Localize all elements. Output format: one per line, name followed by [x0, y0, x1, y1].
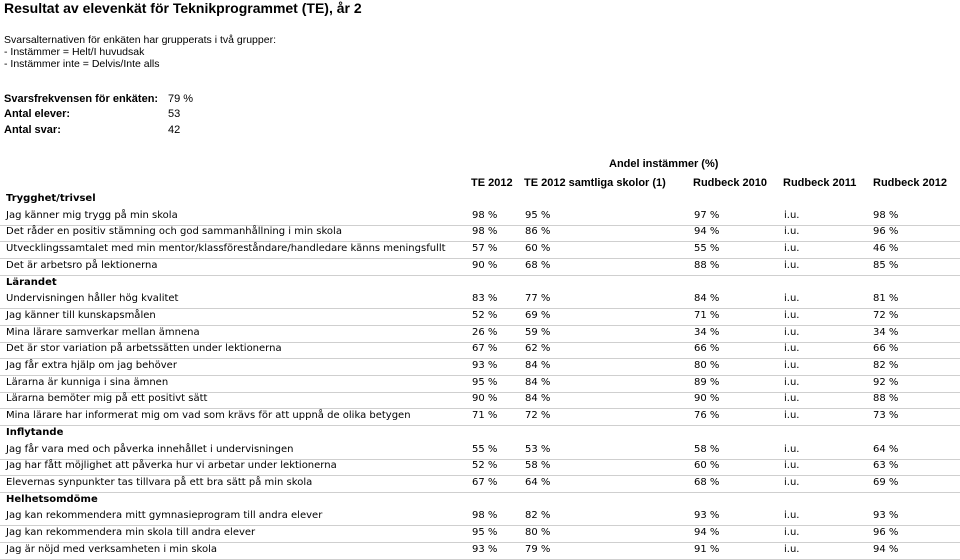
value-cell: 94 %	[694, 527, 720, 538]
question-label: Jag har fått möjlighet att påverka hur vi arbetar under lektionerna	[6, 460, 337, 472]
value-cell: 53 %	[525, 443, 551, 455]
page-title: Resultat av elevenkät för Teknikprogrammet (TE), år 2	[4, 0, 362, 16]
value-cell: 90 %	[472, 393, 498, 405]
value-cell: 60 %	[525, 243, 551, 255]
value-cell: i.u.	[784, 476, 800, 488]
value-cell: 84 %	[525, 360, 551, 371]
value-cell: 58 %	[525, 460, 551, 472]
value-cell: 52 %	[472, 309, 498, 321]
column-header: Rudbeck 2010	[693, 177, 767, 189]
value-cell: i.u.	[784, 226, 800, 238]
intro-line: Svarsalternativen för enkäten har grupperats i två grupper:	[4, 34, 276, 46]
value-cell: 67 %	[472, 343, 498, 355]
value-cell: i.u.	[784, 510, 800, 522]
value-cell: 90 %	[694, 393, 720, 405]
value-cell: 86 %	[525, 226, 551, 238]
value-cell: i.u.	[784, 527, 800, 538]
value-cell: 93 %	[694, 510, 720, 522]
table-row	[0, 376, 960, 393]
question-label: Lärarna bemöter mig på ett positivt sätt	[6, 393, 208, 405]
value-cell: 80 %	[525, 527, 551, 538]
question-label: Det råder en positiv stämning och god sammanhållning i min skola	[6, 226, 342, 238]
question-label: Mina lärare har informerat mig om vad som krävs för att uppnå de olika betygen	[6, 410, 411, 422]
table-row	[0, 326, 960, 343]
question-label: Undervisningen håller hög kvalitet	[6, 293, 179, 305]
stat-label: Antal elever:	[4, 108, 71, 120]
value-cell: 84 %	[694, 293, 720, 305]
column-header: TE 2012	[471, 177, 513, 189]
value-cell: 98 %	[472, 510, 498, 522]
value-cell: 76 %	[694, 410, 720, 422]
value-cell: 69 %	[525, 309, 551, 321]
value-cell: 94 %	[873, 543, 899, 555]
section-header	[0, 493, 960, 509]
value-cell: i.u.	[784, 326, 800, 338]
table-row	[0, 409, 960, 426]
value-cell: 95 %	[472, 376, 498, 388]
question-label: Elevernas synpunkter tas tillvara på ett bra sätt på min skola	[6, 476, 313, 488]
value-cell: 34 %	[873, 326, 899, 338]
value-cell: 52 %	[472, 460, 498, 472]
question-label: Lärarna är kunniga i sina ämnen	[6, 376, 169, 388]
value-cell: i.u.	[784, 360, 800, 371]
value-cell: 66 %	[873, 343, 899, 355]
section-label: Helhetsomdöme	[6, 493, 98, 505]
question-label: Jag känner mig trygg på min skola	[6, 209, 178, 221]
value-cell: 94 %	[694, 226, 720, 238]
value-cell: i.u.	[784, 460, 800, 472]
value-cell: 84 %	[525, 393, 551, 405]
value-cell: 81 %	[873, 293, 899, 305]
intro-line: - Instämmer inte = Delvis/Inte alls	[4, 58, 160, 70]
value-cell: 71 %	[472, 410, 498, 422]
question-label: Jag kan rekommendera min skola till andra elever	[6, 527, 256, 538]
value-cell: 85 %	[873, 259, 899, 271]
value-cell: 95 %	[472, 527, 498, 538]
value-cell: i.u.	[784, 376, 800, 388]
value-cell: 66 %	[694, 343, 720, 355]
value-cell: 73 %	[873, 410, 899, 422]
question-label: Jag känner till kunskapsmålen	[6, 309, 156, 321]
section-label: Trygghet/trivsel	[6, 193, 96, 204]
value-cell: 63 %	[873, 460, 899, 472]
value-cell: 88 %	[873, 393, 899, 405]
intro-line: - Instämmer = Helt/I huvudsak	[4, 46, 145, 58]
value-cell: 82 %	[525, 510, 551, 522]
section-label: Inflytande	[6, 426, 64, 438]
table-row	[0, 392, 960, 409]
table-row	[0, 443, 960, 460]
question-label: Det är stor variation på arbetssätten under lektionerna	[6, 343, 282, 355]
table-row	[0, 526, 960, 543]
value-cell: 55 %	[694, 243, 720, 255]
value-cell: 93 %	[472, 360, 498, 371]
value-cell: i.u.	[784, 393, 800, 405]
section-header	[0, 426, 960, 442]
value-cell: i.u.	[784, 343, 800, 355]
value-cell: 60 %	[694, 460, 720, 472]
stat-value: 53	[168, 108, 181, 120]
value-cell: 80 %	[694, 360, 720, 371]
value-cell: 71 %	[694, 309, 720, 321]
value-cell: i.u.	[784, 259, 800, 271]
table-row	[0, 476, 960, 493]
value-cell: 90 %	[472, 259, 498, 271]
value-cell: 84 %	[525, 376, 551, 388]
table-row	[0, 259, 960, 276]
value-cell: 98 %	[472, 226, 498, 238]
question-label: Mina lärare samverkar mellan ämnena	[6, 326, 200, 338]
question-label: Jag är nöjd med verksamheten i min skola	[6, 543, 217, 555]
value-cell: 93 %	[873, 510, 899, 522]
table-row	[0, 225, 960, 242]
stat-students	[4, 108, 180, 120]
value-cell: i.u.	[784, 293, 800, 305]
value-cell: 59 %	[525, 326, 551, 338]
value-cell: 93 %	[472, 543, 498, 555]
value-cell: i.u.	[784, 243, 800, 255]
question-label: Det är arbetsro på lektionerna	[6, 259, 158, 271]
table-row	[0, 509, 960, 526]
value-cell: i.u.	[784, 443, 800, 455]
value-cell: 46 %	[873, 243, 899, 255]
value-cell: 82 %	[873, 360, 899, 371]
question-label: Jag får vara med och påverka innehållet i undervisningen	[6, 443, 294, 455]
column-header: TE 2012 samtliga skolor (1)	[524, 177, 666, 189]
value-cell: 55 %	[472, 443, 498, 455]
value-cell: 26 %	[472, 326, 498, 338]
column-header: Rudbeck 2011	[783, 177, 857, 189]
value-cell: 89 %	[694, 376, 720, 388]
section-header	[0, 276, 960, 292]
section-header	[0, 192, 960, 208]
question-label: Jag får extra hjälp om jag behöver	[6, 360, 177, 371]
table-row	[0, 342, 960, 359]
value-cell: 58 %	[694, 443, 720, 455]
stat-value: 79 %	[168, 93, 194, 105]
value-cell: 72 %	[873, 309, 899, 321]
table-row	[0, 309, 960, 326]
value-cell: i.u.	[784, 410, 800, 422]
stat-label: Antal svar:	[4, 124, 61, 136]
table-row	[0, 209, 960, 226]
table-row	[0, 292, 960, 309]
value-cell: 98 %	[472, 209, 498, 221]
value-cell: 91 %	[694, 543, 720, 555]
value-cell: 67 %	[472, 476, 498, 488]
table-row	[0, 242, 960, 259]
value-cell: 77 %	[525, 293, 551, 305]
value-cell: 68 %	[694, 476, 720, 488]
value-cell: 98 %	[873, 209, 899, 221]
group-header: Andel instämmer (%)	[609, 158, 719, 170]
value-cell: 96 %	[873, 527, 899, 538]
table-row	[0, 459, 960, 476]
stat-response-rate	[4, 93, 193, 105]
value-cell: 92 %	[873, 376, 899, 388]
question-label: Jag kan rekommendera mitt gymnasieprogram till andra elever	[6, 510, 323, 522]
stat-answers	[4, 124, 180, 136]
value-cell: 34 %	[694, 326, 720, 338]
value-cell: 79 %	[525, 543, 551, 555]
value-cell: 62 %	[525, 343, 551, 355]
table-row	[0, 543, 960, 560]
value-cell: 97 %	[694, 209, 720, 221]
value-cell: 96 %	[873, 226, 899, 238]
value-cell: 64 %	[873, 443, 899, 455]
question-label: Utvecklingssamtalet med min mentor/klassföreståndare/handledare känns meningsfullt	[6, 243, 446, 255]
stat-label: Svarsfrekvensen för enkäten:	[4, 93, 159, 105]
value-cell: 64 %	[525, 476, 551, 488]
value-cell: 72 %	[525, 410, 551, 422]
column-header: Rudbeck 2012	[873, 177, 947, 189]
table-row	[0, 359, 960, 376]
value-cell: i.u.	[784, 309, 800, 321]
stat-value: 42	[168, 124, 181, 136]
value-cell: 57 %	[472, 243, 498, 255]
section-label: Lärandet	[6, 276, 57, 288]
value-cell: 88 %	[694, 259, 720, 271]
value-cell: i.u.	[784, 209, 800, 221]
value-cell: 83 %	[472, 293, 498, 305]
value-cell: 69 %	[873, 476, 899, 488]
value-cell: i.u.	[784, 543, 800, 555]
value-cell: 95 %	[525, 209, 551, 221]
value-cell: 68 %	[525, 259, 551, 271]
